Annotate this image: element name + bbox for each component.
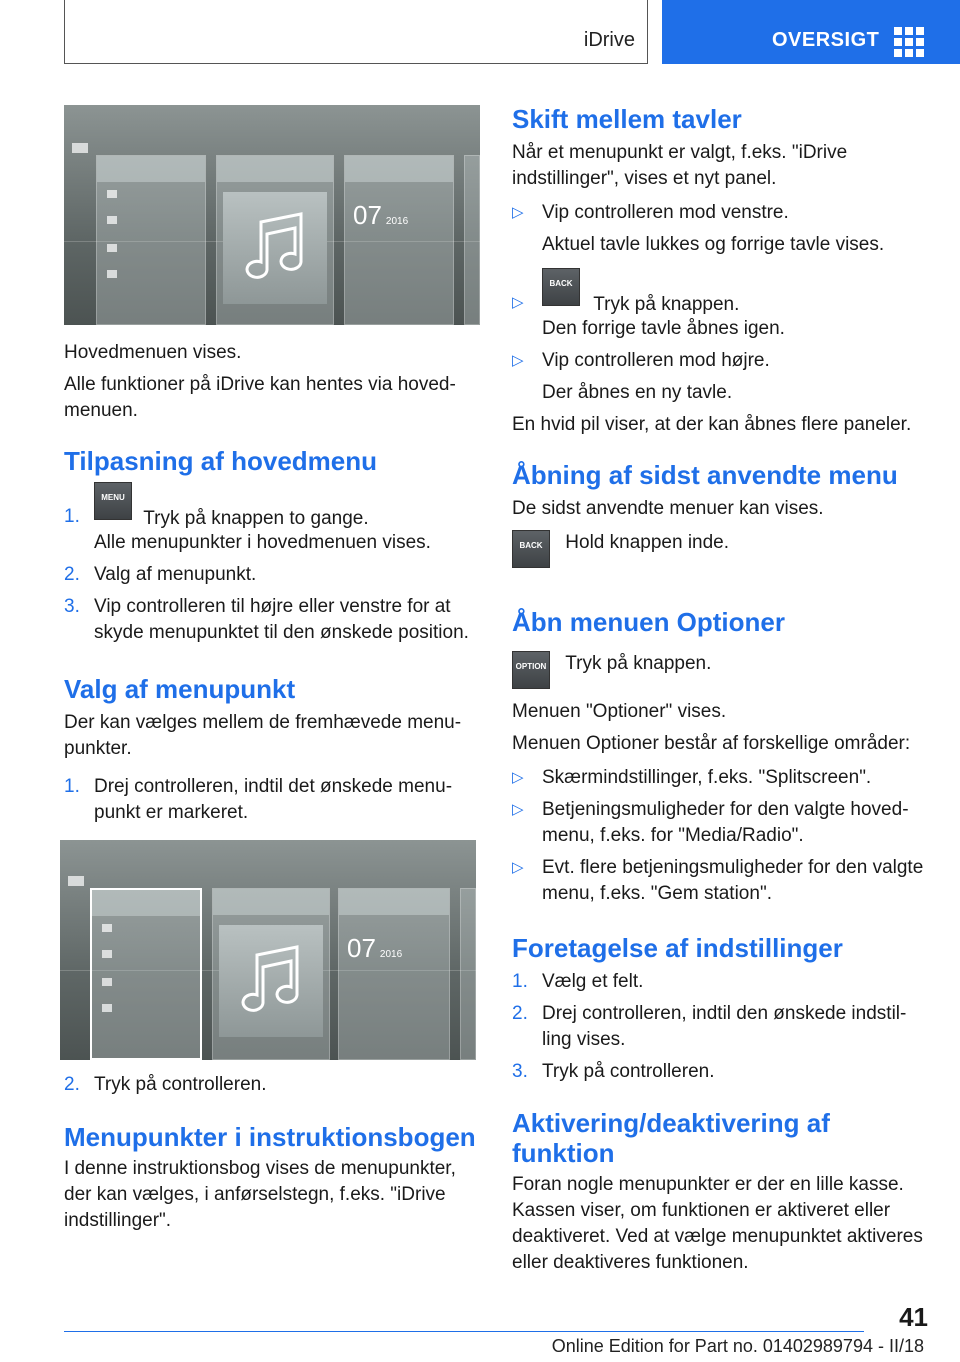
paragraph: Foran nogle menupunkter er der en lille kasse. Kassen viser, om funktionen er aktiveret eller deaktiveret. Ved at vælge menupunktet aktiveres eller deaktiveres funktionen. xyxy=(512,1174,923,1273)
vehicle-info-panel xyxy=(96,155,206,325)
footer-edition: Online Edition for Part no. 01402989794 - II/18 xyxy=(551,1336,924,1356)
triangle-bullet-icon: ▷ xyxy=(512,352,524,369)
list-item: ▷ Evt. flere betjeningsmuligheder for den valgte menu, f.eks. "Gem station". xyxy=(512,857,924,904)
heading-foretagelse: Foretagelse af indstillinger xyxy=(512,933,843,963)
idrive-screen-image-1 xyxy=(64,105,480,325)
date-year: 2016 xyxy=(379,949,403,960)
media-panel xyxy=(216,155,334,325)
back-button-icon: BACK xyxy=(542,268,580,306)
list-item: 3. Tryk på controlleren. xyxy=(512,1061,715,1082)
grid-icon xyxy=(894,27,924,57)
paragraph: Alle funktioner på iDrive kan hentes via hovedmenuen. xyxy=(64,374,456,421)
paragraph: Hovedmenuen vises. xyxy=(64,342,242,363)
communication-panel xyxy=(338,888,450,1060)
triangle-bullet-icon: ▷ xyxy=(512,801,524,818)
list-item: ▷ BACK Tryk på knappen. Den forrige tavle åbnes igen. xyxy=(512,268,928,342)
date-year: 2016 xyxy=(385,216,409,227)
paragraph: En hvid pil viser, at der kan åbnes flere paneler. xyxy=(512,414,912,435)
list-item: 1. MENU Tryk på knappen to gange. Alle menupunkter i hovedmenuen vises. xyxy=(64,482,480,556)
next-panel-edge xyxy=(460,888,476,1060)
list-item: 1. Drej controlleren, indtil det ønskede menupunkt er markeret. xyxy=(64,776,453,823)
list-item: ▷ Vip controlleren mod højre. Der åbnes en ny tavle. xyxy=(512,350,770,403)
heading-optioner: Åbn menuen Optioner xyxy=(512,607,785,637)
paragraph: Der kan vælges mellem de fremhævede menupunkter. xyxy=(64,712,462,759)
menu-button-icon: MENU xyxy=(94,482,132,520)
back-button-icon: BACK xyxy=(512,530,550,568)
list-item: ▷ Skærmindstillinger, f.eks. "Splitscreen". xyxy=(512,765,928,791)
triangle-bullet-icon: ▷ xyxy=(512,294,524,311)
media-panel xyxy=(212,888,330,1060)
menu-icon xyxy=(72,143,88,153)
triangle-bullet-icon: ▷ xyxy=(512,769,524,786)
date-day: 07 xyxy=(347,933,376,963)
triangle-bullet-icon: ▷ xyxy=(512,204,524,221)
header-section-title: iDrive xyxy=(583,29,635,51)
heading-aktivering: Aktivering/deaktivering af funktion xyxy=(512,1108,830,1168)
list-item: ▷ Vip controlleren mod venstre. Aktuel tavle lukkes og forrige tavle vises. xyxy=(512,202,885,255)
music-note-icon xyxy=(223,192,327,304)
list-item: 2. Drej controlleren, indtil den ønskede indstilling vises. xyxy=(512,1003,907,1050)
heading-valg: Valg af menupunkt xyxy=(64,674,296,704)
paragraph: I denne instruktionsbog vises de menupunkter, der kan vælges, i anførselstegn, f.eks. "iDrive indstillinger". xyxy=(64,1158,456,1231)
footer-divider xyxy=(64,1331,864,1332)
music-note-icon xyxy=(219,925,323,1037)
list-item: 1. Vælg et felt. xyxy=(512,971,644,992)
header-chapter-tab[interactable] xyxy=(662,0,960,64)
vehicle-info-panel-selected xyxy=(90,888,202,1060)
next-panel-edge xyxy=(464,155,480,325)
heading-aabning: Åbning af sidst anvendte menu xyxy=(512,460,898,490)
communication-panel xyxy=(344,155,454,325)
paragraph: Menuen Optioner består af forskellige områder: xyxy=(512,733,911,754)
paragraph: Menuen "Optioner" vises. xyxy=(512,701,727,722)
heading-menupunkter: Menupunkter i instruktionsbogen xyxy=(64,1122,476,1152)
header-section-box xyxy=(64,0,648,64)
paragraph: Når et menupunkt er valgt, f.eks. "iDrive indstillinger", vises et nyt panel. xyxy=(512,142,848,189)
list-item: 3. Vip controlleren til højre eller venstre for at skyde menupunktet til den ønskede position. xyxy=(64,596,469,643)
date-day: 07 xyxy=(353,200,382,230)
list-item: 2. Tryk på controlleren. xyxy=(64,1074,267,1095)
option-button-icon: OPTION xyxy=(512,651,550,689)
triangle-bullet-icon: ▷ xyxy=(512,859,524,876)
idrive-screen-image-2 xyxy=(60,840,476,1060)
list-item: 2. Valg af menupunkt. xyxy=(64,564,257,585)
list-item: ▷ Betjeningsmuligheder for den valgte hovedmenu, f.eks. for "Media/Radio". xyxy=(512,799,909,846)
page-number: 41 xyxy=(899,1302,928,1332)
menu-icon xyxy=(68,876,84,886)
paragraph: De sidst anvendte menuer kan vises. xyxy=(512,498,824,519)
heading-tilpasning: Tilpasning af hovedmenu xyxy=(64,446,378,476)
header-chapter-title: OVERSIGT xyxy=(772,29,880,51)
heading-skift: Skift mellem tavler xyxy=(512,104,742,134)
